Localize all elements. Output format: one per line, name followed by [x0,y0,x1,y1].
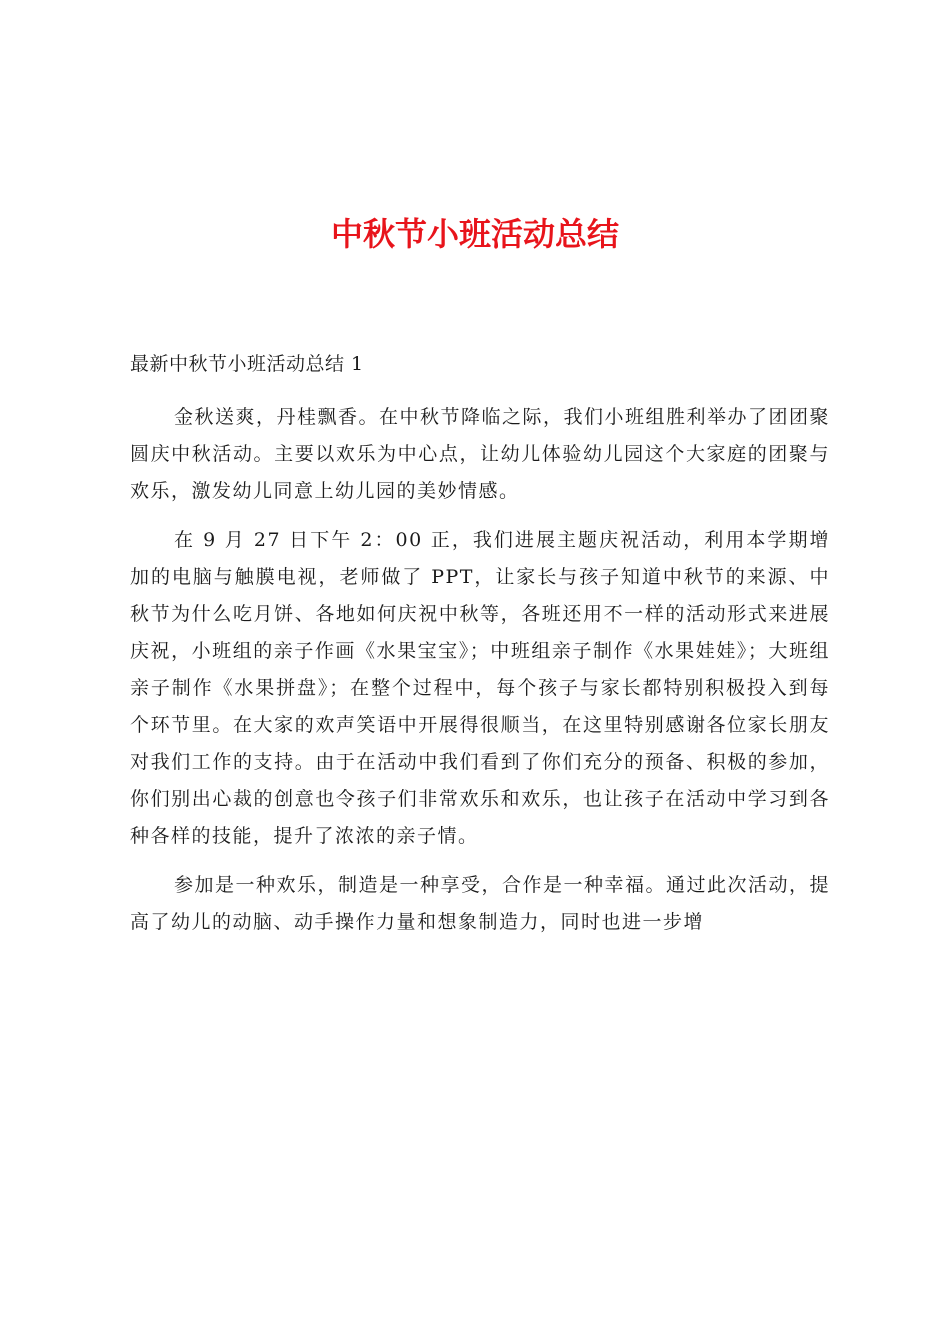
document-body [130,349,830,953]
section-heading: 最新中秋节小班活动总结 1 [130,353,364,375]
page-title: 中秋节小班活动总结 [330,215,619,253]
paragraph-2: 在 9 月 27 日下午 2：00 正，我们进展主题庆祝活动，利用本学期增加的电脑与触膜电视，老师做了 PPT，让家长与孩子知道中秋节的来源、中秋节为什么吃月饼、各地如何庆祝中秋等，各班还用不一样的活动形式来进展庆祝，小班组的亲子作画《水果宝宝》；中班组亲子制作《水果娃娃》；大班组亲子制作《水果拼盘》；在整个过程中，每个孩子与家长都特别积极投入到每个环节里。在大家的欢声笑语中开展得很顺当，在这里特别感谢各位家长朋友对我们工作的支持。由于在活动中我们看到了你们充分的预备、积极的参加，你们别出心裁的创意也令孩子们非常欢乐和欢乐，也让孩子在活动中学习到各种各样的技能，提升了浓浓的亲子情。 [130,529,830,847]
paragraph-3: 参加是一种欢乐，制造是一种享受，合作是一种幸福。通过此次活动，提高了幼儿的动脑、动手操作力量和想象制造力，同时也进一步增 [130,874,831,933]
paragraph-1: 金秋送爽，丹桂飘香。在中秋节降临之际，我们小班组胜利举办了团团聚圆庆中秋活动。主要以欢乐为中心点，让幼儿体验幼儿园这个大家庭的团聚与欢乐，激发幼儿同意上幼儿园的美妙情感。 [130,406,831,502]
